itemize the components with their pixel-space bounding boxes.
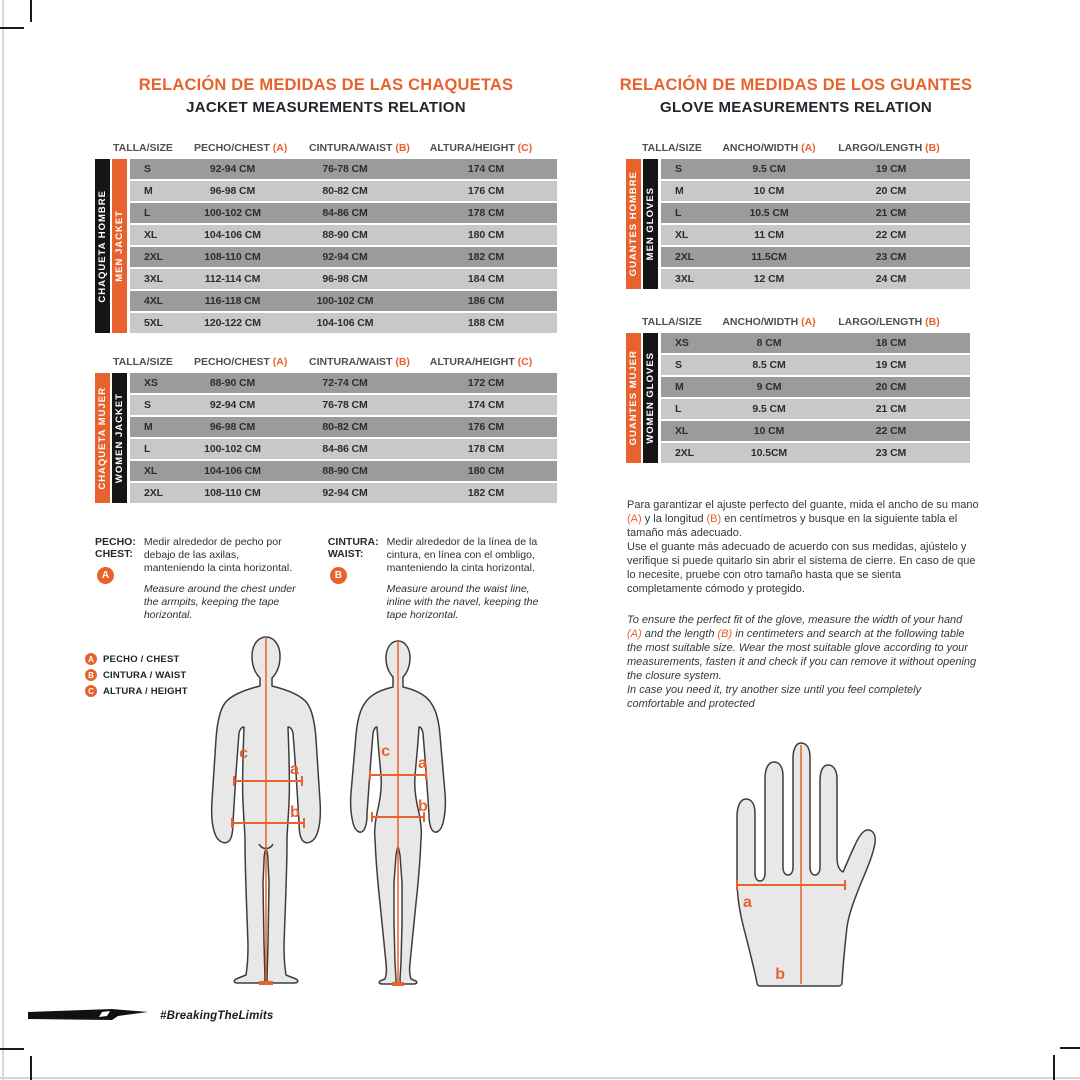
table-header-cell: TALLA/SIZE (642, 142, 702, 154)
table-row (661, 377, 970, 397)
measurement-cell: 11.5CM (751, 251, 787, 263)
size-cell: XL (675, 229, 689, 241)
measurement-cell: 178 CM (467, 443, 505, 455)
legend-item-waist (85, 669, 188, 681)
measurement-cell: 92-94 CM (209, 163, 256, 175)
male-chest-label: a (290, 761, 299, 778)
glove-section-title (618, 76, 974, 116)
table-row (130, 181, 557, 201)
jacket-title-en: JACKET MEASUREMENTS RELATION (186, 99, 466, 116)
jacket-section-title (95, 76, 557, 116)
waist-note (328, 536, 557, 622)
size-cell: XL (675, 425, 689, 437)
male-waist-label: b (290, 804, 300, 821)
size-cell: XS (144, 377, 158, 389)
chest-note (95, 536, 302, 622)
text-segment: (B) (706, 513, 722, 525)
page-edge-left (2, 0, 4, 1080)
table-row (661, 333, 970, 353)
text-segment: To ensure the perfect fit of the glove, measure the width of your hand (627, 614, 963, 626)
table-side-label: GUANTES HOMBRE (626, 159, 641, 289)
measurement-cell: 92-94 CM (322, 251, 368, 263)
table-row (130, 203, 557, 223)
tagline: #BreakingTheLimits (160, 1010, 274, 1022)
table-row (661, 443, 970, 463)
table-side-bars (626, 333, 658, 463)
measurement-cell: 116-118 CM (204, 295, 261, 307)
crop-mark (0, 1048, 24, 1050)
measurement-cell: 21 CM (875, 403, 907, 415)
glove-instructions-en-p1 (627, 613, 979, 683)
waist-label-es: CINTURA: (327, 536, 379, 548)
table-row (661, 159, 970, 179)
footer (28, 1008, 274, 1024)
table-row (130, 225, 557, 245)
measurement-cell: 186 CM (467, 295, 505, 307)
size-cell: M (675, 185, 684, 197)
size-cell: M (675, 381, 684, 393)
header-ref-letter: (C) (514, 142, 533, 154)
crop-mark (30, 0, 32, 22)
measurement-cell: 92-94 CM (322, 487, 368, 499)
measurement-cell: 19 CM (875, 359, 907, 371)
jacket-title-es: RELACIÓN DE MEDIDAS DE LAS CHAQUETAS (138, 76, 514, 94)
table-header-cell: LARGO/LENGTH (B) (838, 142, 940, 154)
legend-item-chest (85, 653, 188, 665)
measurement-cell: 72-74 CM (322, 377, 368, 389)
measurement-cell: 96-98 CM (209, 185, 256, 197)
measurement-cell: 184 CM (467, 273, 505, 285)
measurement-cell: 172 CM (467, 377, 505, 389)
measurement-cell: 80-82 CM (322, 185, 368, 197)
chest-label-es: PECHO: (95, 536, 136, 548)
measurement-cell: 76-78 CM (322, 163, 368, 175)
glove-instructions-en-p2 (627, 683, 979, 711)
table-side-label: WOMEN GLOVES (643, 333, 658, 463)
measurement-cell: 104-106 CM (204, 465, 261, 477)
waist-text-es: Medir alrededor de la línea de la cintura, en línea con el ombligo, manteniendo la cinta horizontal. (386, 536, 538, 574)
measurement-notes (95, 536, 557, 622)
legend-label-waist: CINTURA / WAIST (103, 669, 187, 681)
table-row (130, 417, 557, 437)
measurement-cell: 188 CM (467, 317, 505, 329)
table-row (130, 395, 557, 415)
table-row (130, 461, 557, 481)
table-row (661, 421, 970, 441)
size-cell: 3XL (144, 273, 163, 285)
brand-logo (28, 1008, 150, 1024)
measurement-cell: 88-90 CM (322, 465, 368, 477)
header-ref-letter: (A) (798, 142, 816, 154)
badge-b: B (330, 567, 347, 584)
table-header-cell: ANCHO/WIDTH (A) (722, 316, 816, 328)
measurement-cell: 23 CM (875, 251, 907, 263)
header-ref-letter: (A) (269, 356, 288, 368)
size-cell: L (144, 207, 151, 219)
measurement-cell: 112-114 CM (204, 273, 261, 285)
crop-mark (30, 1056, 32, 1080)
measurement-cell: 8 CM (756, 337, 782, 349)
header-ref-letter: (B) (922, 142, 940, 154)
measurement-cell: 21 CM (875, 207, 907, 219)
measurement-cell: 100-102 CM (316, 295, 374, 307)
table-row (661, 269, 970, 289)
measurement-cell: 9 CM (756, 381, 782, 393)
table-header-cell: TALLA/SIZE (113, 356, 173, 368)
measurement-cell: 182 CM (467, 487, 505, 499)
female-waist-label: b (418, 798, 428, 815)
legend-badge-b: B (85, 669, 97, 681)
table-side-bars (95, 373, 127, 503)
crop-mark (1053, 1055, 1055, 1080)
table-row (130, 159, 557, 179)
measurement-cell: 104-106 CM (316, 317, 374, 329)
legend-badge-a: A (85, 653, 97, 665)
text-segment: and the length (641, 628, 718, 640)
table-side-bars (626, 159, 658, 289)
chest-text-en: Measure around the chest under the armpits, keeping the tape horizontal. (143, 583, 296, 621)
table-header-row (626, 142, 970, 154)
measurement-cell: 10.5 CM (749, 207, 789, 219)
chest-label-en: CHEST: (95, 548, 133, 560)
legend-label-height: ALTURA / HEIGHT (103, 685, 188, 697)
measurement-cell: 12 CM (753, 273, 785, 285)
measurement-cell: 19 CM (875, 163, 907, 175)
table-row (661, 203, 970, 223)
measurement-cell: 96-98 CM (322, 273, 368, 285)
table-side-bars (95, 159, 127, 333)
measurement-cell: 22 CM (875, 425, 907, 437)
table-row (661, 247, 970, 267)
table-header-cell: LARGO/LENGTH (B) (838, 316, 940, 328)
measurement-cell: 100-102 CM (204, 207, 261, 219)
table-side-label: CHAQUETA HOMBRE (95, 159, 110, 333)
measurement-cell: 11 CM (754, 229, 784, 241)
size-cell: 3XL (675, 273, 694, 285)
header-ref-letter: (A) (269, 142, 288, 154)
text-segment: Para garantizar el ajuste perfecto del guante, mida el ancho de su mano (627, 499, 979, 511)
waist-note-text (387, 536, 557, 622)
glove-title-es: RELACIÓN DE MEDIDAS DE LOS GUANTES (619, 76, 973, 94)
female-height-label: c (381, 743, 390, 760)
crop-mark (0, 27, 24, 29)
measurement-cell: 174 CM (467, 163, 505, 175)
table-row (130, 313, 557, 333)
measurement-cell: 76-78 CM (322, 399, 368, 411)
chest-note-label (95, 536, 136, 622)
crop-mark (1060, 1047, 1080, 1049)
women-jacket-table (95, 356, 557, 503)
size-cell: S (144, 163, 151, 175)
header-ref-letter: (B) (392, 142, 410, 154)
measurement-cell: 104-106 CM (204, 229, 261, 241)
measurement-cell: 23 CM (875, 447, 907, 459)
men-glove-table (626, 142, 970, 289)
badge-a: A (97, 567, 114, 584)
measurement-cell: 84-86 CM (322, 207, 368, 219)
size-cell: 4XL (144, 295, 163, 307)
table-header-cell: CINTURA/WAIST (B) (309, 142, 410, 154)
table-header-cell: PECHO/CHEST (A) (194, 142, 288, 154)
table-header-row (95, 356, 557, 368)
text-segment: Use el guante más adecuado de acuerdo con sus medidas, ajústelo y verifique si puede quitarlo sin abrir el sistema de cierre. En caso de que lo necesite, pruebe con otro tamaño hasta que se sienta completamente cómodo y protegido. (627, 541, 976, 595)
hand-width-label: a (743, 894, 752, 911)
table-header-cell: CINTURA/WAIST (B) (309, 356, 410, 368)
table-side-label: WOMEN JACKET (112, 373, 127, 503)
text-segment: (A) (627, 513, 642, 525)
page-edge-bottom (0, 1077, 1080, 1079)
text-segment: y la longitud (641, 513, 707, 525)
measurement-cell: 100-102 CM (204, 443, 261, 455)
measurement-cell: 176 CM (467, 185, 505, 197)
measurement-cell: 174 CM (467, 399, 505, 411)
table-side-label: CHAQUETA MUJER (95, 373, 110, 503)
glove-instructions-es-p1 (627, 498, 979, 540)
size-cell: M (144, 185, 153, 197)
measurement-cell: 10 CM (753, 185, 785, 197)
glove-instructions-es-p2 (627, 540, 979, 596)
measurement-cell: 22 CM (875, 229, 907, 241)
measurement-cell: 10.5CM (750, 447, 788, 459)
size-cell: XS (675, 337, 689, 349)
table-side-label: MEN JACKET (112, 159, 127, 333)
size-cell: M (144, 421, 153, 433)
glove-instructions-es (627, 498, 979, 596)
measurement-cell: 18 CM (875, 337, 907, 349)
table-header-cell: TALLA/SIZE (113, 142, 173, 154)
table-header-cell: PECHO/CHEST (A) (194, 356, 288, 368)
measurement-cell: 108-110 CM (204, 487, 261, 499)
measurement-cell: 88-90 CM (322, 229, 368, 241)
table-side-label: GUANTES MUJER (626, 333, 641, 463)
hand-length-label: b (775, 966, 785, 983)
male-height-label: c (239, 745, 248, 762)
table-header-cell: TALLA/SIZE (642, 316, 702, 328)
header-ref-letter: (B) (922, 316, 940, 328)
measurement-cell: 80-82 CM (322, 421, 368, 433)
glove-title-en: GLOVE MEASUREMENTS RELATION (660, 99, 932, 116)
male-figure (198, 633, 334, 987)
header-ref-letter: (B) (392, 356, 410, 368)
table-header-cell: ALTURA/HEIGHT (C) (429, 142, 533, 154)
size-cell: L (675, 403, 682, 415)
measurement-cell: 20 CM (875, 381, 907, 393)
figure-legend (85, 653, 188, 701)
header-ref-letter: (C) (514, 356, 533, 368)
chest-note-text (144, 536, 302, 622)
measurement-cell: 84-86 CM (322, 443, 368, 455)
measurement-cell: 120-122 CM (204, 317, 261, 329)
size-cell: 2XL (144, 487, 163, 499)
size-cell: S (144, 399, 151, 411)
table-header-row (626, 316, 970, 328)
measurement-cell: 8.5 CM (752, 359, 786, 371)
size-cell: 2XL (675, 447, 694, 459)
men-jacket-table (95, 142, 557, 333)
measurement-cell: 180 CM (467, 465, 505, 477)
measurement-cell: 180 CM (467, 229, 505, 241)
table-row (130, 373, 557, 393)
women-glove-table (626, 316, 970, 463)
table-row (130, 483, 557, 503)
table-row (661, 225, 970, 245)
table-header-cell: ANCHO/WIDTH (A) (722, 142, 816, 154)
text-segment: (A) (627, 628, 642, 640)
legend-item-height (85, 685, 188, 697)
waist-note-label (328, 536, 379, 622)
table-row (130, 269, 557, 289)
measurement-cell: 96-98 CM (209, 421, 256, 433)
table-row (661, 399, 970, 419)
size-cell: L (144, 443, 151, 455)
waist-text-en: Measure around the waist line, inline with the navel, keeping the tape horizontal. (386, 583, 539, 621)
size-cell: 2XL (675, 251, 694, 263)
measurement-cell: 24 CM (875, 273, 907, 285)
waist-label-en: WAIST: (327, 548, 364, 560)
size-cell: 5XL (144, 317, 163, 329)
measurement-cell: 10 CM (753, 425, 785, 437)
measurement-cell: 9.5 CM (752, 403, 786, 415)
legend-badge-c: C (85, 685, 97, 697)
measurement-cell: 92-94 CM (209, 399, 256, 411)
size-cell: XL (144, 465, 158, 477)
measurement-cell: 108-110 CM (204, 251, 261, 263)
size-cell: S (675, 163, 682, 175)
measurement-cell: 9.5 CM (752, 163, 786, 175)
table-row (661, 355, 970, 375)
female-figure (330, 633, 466, 987)
size-cell: XL (144, 229, 158, 241)
measurement-cell: 20 CM (875, 185, 907, 197)
table-row (130, 291, 557, 311)
measurement-cell: 88-90 CM (209, 377, 256, 389)
table-header-cell: ALTURA/HEIGHT (C) (429, 356, 533, 368)
table-row (661, 181, 970, 201)
legend-label-chest: PECHO / CHEST (103, 653, 180, 665)
size-cell: 2XL (144, 251, 163, 263)
text-segment: in centimeters and search at the following table the most suitable size. Wear the most suitable glove according to your measurements, fasten it and check if you can remove it without opening the closure system. (627, 628, 977, 682)
table-side-label: MEN GLOVES (643, 159, 658, 289)
measurement-cell: 178 CM (467, 207, 505, 219)
chest-text-es: Medir alrededor de pecho por debajo de las axilas, manteniendo la cinta horizontal. (143, 536, 293, 574)
table-row (130, 247, 557, 267)
glove-instructions-en (627, 613, 979, 711)
text-segment: In case you need it, try another size until you feel completely comfortable and protected (627, 684, 922, 710)
table-header-row (95, 142, 557, 154)
measurement-cell: 176 CM (467, 421, 505, 433)
hand-diagram (697, 735, 897, 987)
text-segment: en centímetros y busque en la siguiente tabla el tamaño más adecuado. (627, 513, 958, 539)
measurement-cell: 182 CM (467, 251, 505, 263)
size-cell: L (675, 207, 682, 219)
table-row (130, 439, 557, 459)
text-segment: (B) (717, 628, 733, 640)
female-chest-label: a (418, 755, 427, 772)
header-ref-letter: (A) (798, 316, 816, 328)
size-cell: S (675, 359, 682, 371)
